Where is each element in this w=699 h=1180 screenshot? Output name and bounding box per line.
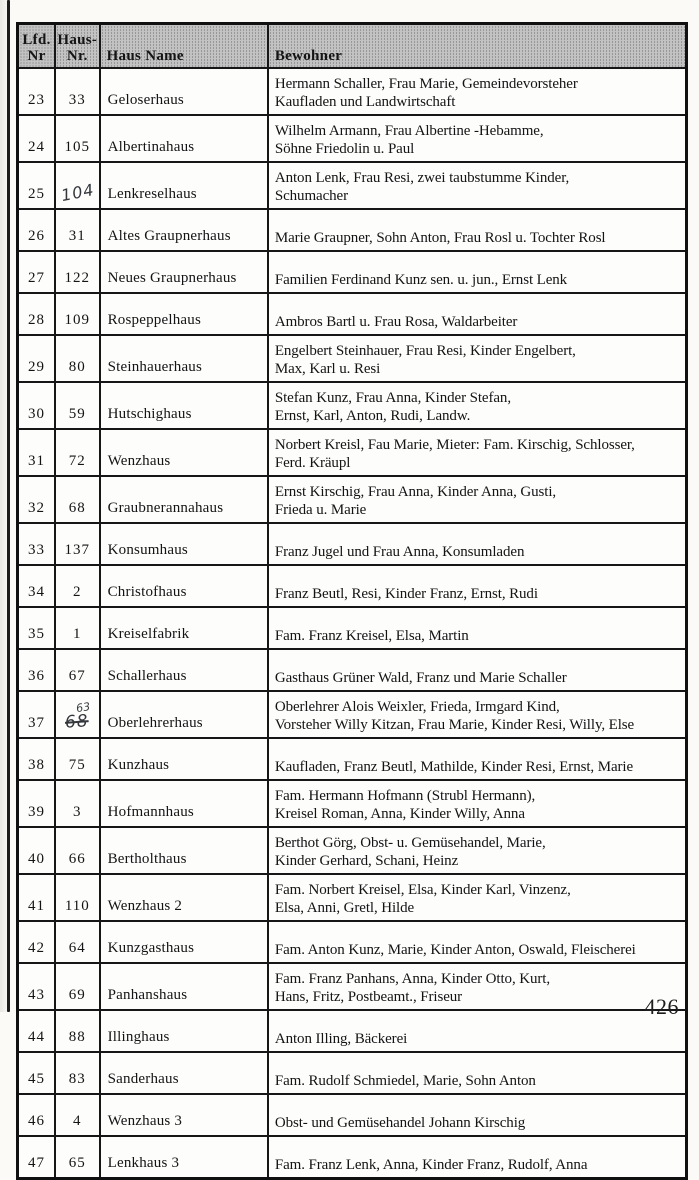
handwritten-haus-nr: 104 <box>59 179 96 206</box>
lfd-nr-cell: 47 <box>18 1136 56 1179</box>
handwritten-correction: 63 <box>75 700 92 716</box>
bewohner-line: Kaufladen und Landwirtschaft <box>274 93 456 110</box>
table-row <box>18 827 687 874</box>
bewohner-line: Hans, Fritz, Postbeamt., Friseur <box>274 988 463 1005</box>
haus-name-cell: Lenkreselhaus <box>100 162 268 209</box>
haus-nr-cell: 122 <box>55 251 100 293</box>
handwritten-haus-nr: 68 <box>64 711 90 733</box>
bewohner-cell <box>268 115 687 162</box>
haus-name-cell: Steinhauerhaus <box>100 335 268 382</box>
bewohner-cell <box>268 162 687 209</box>
table-row <box>18 429 687 476</box>
bewohner-line: Fam. Franz Kreisel, Elsa, Martin <box>274 627 469 644</box>
lfd-nr-cell: 45 <box>18 1052 56 1094</box>
haus-nr-cell: 110 <box>55 874 100 921</box>
haus-nr-cell: 31 <box>55 209 100 251</box>
haus-nr-cell: 66 <box>55 827 100 874</box>
table-body <box>18 68 687 1179</box>
table-header <box>18 24 687 69</box>
table-row <box>18 162 687 209</box>
bewohner-line: Anton Lenk, Frau Resi, zwei taubstumme Kinder, <box>274 170 570 186</box>
lfd-nr-cell: 23 <box>18 68 56 115</box>
bewohner-cell <box>268 1094 687 1136</box>
lfd-nr-cell: 24 <box>18 115 56 162</box>
bewohner-cell <box>268 565 687 607</box>
bewohner-line: Oberlehrer Alois Weixler, Frieda, Irmgard Kind, <box>274 699 560 715</box>
table-row <box>18 293 687 335</box>
bewohner-cell <box>268 874 687 921</box>
haus-nr-cell: 4 <box>55 1094 100 1136</box>
haus-name-cell: Lenkhaus 3 <box>100 1136 268 1179</box>
bewohner-line: Schumacher <box>274 187 348 204</box>
haus-nr-cell: 3 <box>55 780 100 827</box>
table-row <box>18 382 687 429</box>
table-row <box>18 1052 687 1094</box>
haus-name-cell: Oberlehrerhaus <box>100 691 268 738</box>
lfd-nr-cell: 41 <box>18 874 56 921</box>
haus-name-cell: Schallerhaus <box>100 649 268 691</box>
scan-edge-line <box>7 0 10 1012</box>
haus-nr-cell: 67 <box>55 649 100 691</box>
table-row <box>18 963 687 1010</box>
bewohner-cell <box>268 649 687 691</box>
bewohner-line: Anton Illing, Bäckerei <box>274 1030 408 1047</box>
bewohner-line: Kinder Gerhard, Schani, Heinz <box>274 852 459 869</box>
bewohner-line: Stefan Kunz, Frau Anna, Kinder Stefan, <box>274 390 511 406</box>
bewohner-cell <box>268 68 687 115</box>
haus-nr-cell: 69 <box>55 963 100 1010</box>
lfd-nr-cell: 42 <box>18 921 56 963</box>
table-row <box>18 476 687 523</box>
table-row <box>18 607 687 649</box>
haus-name-cell: Neues Graupnerhaus <box>100 251 268 293</box>
table-row <box>18 1136 687 1179</box>
table-row <box>18 649 687 691</box>
bewohner-line: Norbert Kreisl, Fau Marie, Mieter: Fam. Kirschig, Schlosser, <box>274 437 635 453</box>
bewohner-line: Fam. Norbert Kreisel, Elsa, Kinder Karl, Vinzenz, <box>274 882 571 898</box>
bewohner-cell <box>268 963 687 1010</box>
haus-name-cell: Wenzhaus 2 <box>100 874 268 921</box>
lfd-nr-cell: 35 <box>18 607 56 649</box>
bewohner-line: Fam. Franz Panhans, Anna, Kinder Otto, Kurt, <box>274 971 550 987</box>
haus-name-cell: Wenzhaus <box>100 429 268 476</box>
bewohner-cell <box>268 209 687 251</box>
bewohner-cell <box>268 293 687 335</box>
lfd-nr-cell: 32 <box>18 476 56 523</box>
lfd-nr-cell: 33 <box>18 523 56 565</box>
bewohner-line: Frieda u. Marie <box>274 501 367 518</box>
lfd-nr-cell: 28 <box>18 293 56 335</box>
table-row <box>18 523 687 565</box>
haus-nr-cell <box>55 162 100 209</box>
header-lfd-nr: Lfd. Nr <box>18 24 56 69</box>
haus-name-cell: Illinghaus <box>100 1010 268 1052</box>
lfd-nr-cell: 43 <box>18 963 56 1010</box>
bewohner-line: Fam. Anton Kunz, Marie, Kinder Anton, Oswald, Fleischerei <box>274 941 636 958</box>
table-row <box>18 209 687 251</box>
lfd-nr-cell: 36 <box>18 649 56 691</box>
haus-nr-cell: 68 <box>55 476 100 523</box>
bewohner-line: Söhne Friedolin u. Paul <box>274 140 415 157</box>
table-row <box>18 68 687 115</box>
lfd-nr-cell: 30 <box>18 382 56 429</box>
haus-name-cell: Rospeppelhaus <box>100 293 268 335</box>
lfd-nr-cell: 25 <box>18 162 56 209</box>
haus-nr-cell: 59 <box>55 382 100 429</box>
bewohner-cell <box>268 1052 687 1094</box>
bewohner-line: Kaufladen, Franz Beutl, Mathilde, Kinder Resi, Ernst, Marie <box>274 758 634 775</box>
bewohner-cell <box>268 251 687 293</box>
header-haus-nr: Haus- Nr. <box>55 24 100 69</box>
bewohner-cell <box>268 780 687 827</box>
header-haus-name: Haus Name <box>100 24 268 69</box>
bewohner-cell <box>268 382 687 429</box>
bewohner-line: Fam. Rudolf Schmiedel, Marie, Sohn Anton <box>274 1072 536 1089</box>
lfd-nr-cell: 31 <box>18 429 56 476</box>
bewohner-line: Fam. Hermann Hofmann (Strubl Hermann), <box>274 788 536 804</box>
haus-nr-cell: 65 <box>55 1136 100 1179</box>
haus-nr-cell: 109 <box>55 293 100 335</box>
bewohner-cell <box>268 335 687 382</box>
haus-name-cell: Bertholthaus <box>100 827 268 874</box>
bewohner-cell <box>268 476 687 523</box>
bewohner-cell <box>268 691 687 738</box>
haus-nr-cell: 2 <box>55 565 100 607</box>
table-row <box>18 691 687 738</box>
haus-name-cell: Altes Graupnerhaus <box>100 209 268 251</box>
lfd-nr-cell: 39 <box>18 780 56 827</box>
bewohner-line: Ernst Kirschig, Frau Anna, Kinder Anna, Gusti, <box>274 484 557 500</box>
bewohner-line: Ferd. Kräupl <box>274 454 351 471</box>
lfd-nr-cell: 46 <box>18 1094 56 1136</box>
header-bewohner: Bewohner <box>268 24 687 69</box>
lfd-nr-cell: 40 <box>18 827 56 874</box>
table-row <box>18 115 687 162</box>
bewohner-line: Elsa, Anni, Gretl, Hilde <box>274 899 415 916</box>
bewohner-cell <box>268 738 687 780</box>
haus-nr-cell: 88 <box>55 1010 100 1052</box>
haus-nr-cell: 1 <box>55 607 100 649</box>
bewohner-line: Engelbert Steinhauer, Frau Resi, Kinder Engelbert, <box>274 343 576 359</box>
haus-nr-cell: 137 <box>55 523 100 565</box>
haus-nr-cell: 33 <box>55 68 100 115</box>
lfd-nr-cell: 26 <box>18 209 56 251</box>
haus-nr-cell: 64 <box>55 921 100 963</box>
haus-nr-cell <box>55 691 100 738</box>
bewohner-line: Franz Jugel und Frau Anna, Konsumladen <box>274 543 525 560</box>
bewohner-line: Gasthaus Grüner Wald, Franz und Marie Schaller <box>274 669 567 686</box>
table-row <box>18 251 687 293</box>
lfd-nr-cell: 44 <box>18 1010 56 1052</box>
table-row <box>18 1010 687 1052</box>
bewohner-line: Obst- und Gemüsehandel Johann Kirschig <box>274 1114 526 1131</box>
lfd-nr-cell: 37 <box>18 691 56 738</box>
bewohner-line: Ernst, Karl, Anton, Rudi, Landw. <box>274 407 471 424</box>
lfd-nr-cell: 34 <box>18 565 56 607</box>
haus-name-cell: Hutschighaus <box>100 382 268 429</box>
haus-name-cell: Kunzhaus <box>100 738 268 780</box>
haus-name-cell: Graubnerannahaus <box>100 476 268 523</box>
page-number: 426 <box>644 994 679 1019</box>
table-row <box>18 921 687 963</box>
bewohner-line: Max, Karl u. Resi <box>274 360 381 377</box>
bewohner-line: Familien Ferdinand Kunz sen. u. jun., Ernst Lenk <box>274 271 568 288</box>
haus-nr-cell: 80 <box>55 335 100 382</box>
bewohner-line: Hermann Schaller, Frau Marie, Gemeindevorsteher <box>274 76 578 92</box>
haus-name-cell: Wenzhaus 3 <box>100 1094 268 1136</box>
bewohner-line: Franz Beutl, Resi, Kinder Franz, Ernst, Rudi <box>274 585 538 602</box>
haus-name-cell: Sanderhaus <box>100 1052 268 1094</box>
scan-edge-shadow <box>0 0 7 1012</box>
bewohner-line: Wilhelm Armann, Frau Albertine -Hebamme, <box>274 123 544 139</box>
table-row <box>18 1094 687 1136</box>
haus-name-cell: Kreiselfabrik <box>100 607 268 649</box>
bewohner-line: Berthot Görg, Obst- u. Gemüsehandel, Marie, <box>274 835 546 851</box>
bewohner-line: Vorsteher Willy Kitzan, Frau Marie, Kinder Resi, Willy, Else <box>274 716 635 733</box>
bewohner-line: Kreisel Roman, Anna, Kinder Willy, Anna <box>274 805 525 822</box>
haus-name-cell: Konsumhaus <box>100 523 268 565</box>
haus-nr-cell: 75 <box>55 738 100 780</box>
haus-name-cell: Kunzgasthaus <box>100 921 268 963</box>
table-row <box>18 738 687 780</box>
bewohner-cell <box>268 429 687 476</box>
bewohner-line: Ambros Bartl u. Frau Rosa, Waldarbeiter <box>274 313 518 330</box>
bewohner-cell <box>268 921 687 963</box>
bewohner-cell <box>268 523 687 565</box>
table-row <box>18 780 687 827</box>
table-row <box>18 335 687 382</box>
bewohner-cell <box>268 1136 687 1179</box>
haus-name-cell: Christofhaus <box>100 565 268 607</box>
bewohner-cell <box>268 827 687 874</box>
haus-name-cell: Albertinahaus <box>100 115 268 162</box>
bewohner-cell <box>268 607 687 649</box>
lfd-nr-cell: 38 <box>18 738 56 780</box>
lfd-nr-cell: 29 <box>18 335 56 382</box>
haus-name-cell: Hofmannhaus <box>100 780 268 827</box>
haus-nr-cell: 105 <box>55 115 100 162</box>
bewohner-line: Fam. Franz Lenk, Anna, Kinder Franz, Rudolf, Anna <box>274 1156 588 1173</box>
table-row <box>18 565 687 607</box>
bewohner-cell <box>268 1010 687 1052</box>
haus-name-cell: Geloserhaus <box>100 68 268 115</box>
bewohner-line: Marie Graupner, Sohn Anton, Frau Rosl u. Tochter Rosl <box>274 229 606 246</box>
haus-nr-cell: 83 <box>55 1052 100 1094</box>
table-row <box>18 874 687 921</box>
house-register-table <box>16 22 688 1180</box>
lfd-nr-cell: 27 <box>18 251 56 293</box>
haus-name-cell: Panhanshaus <box>100 963 268 1010</box>
haus-nr-cell: 72 <box>55 429 100 476</box>
